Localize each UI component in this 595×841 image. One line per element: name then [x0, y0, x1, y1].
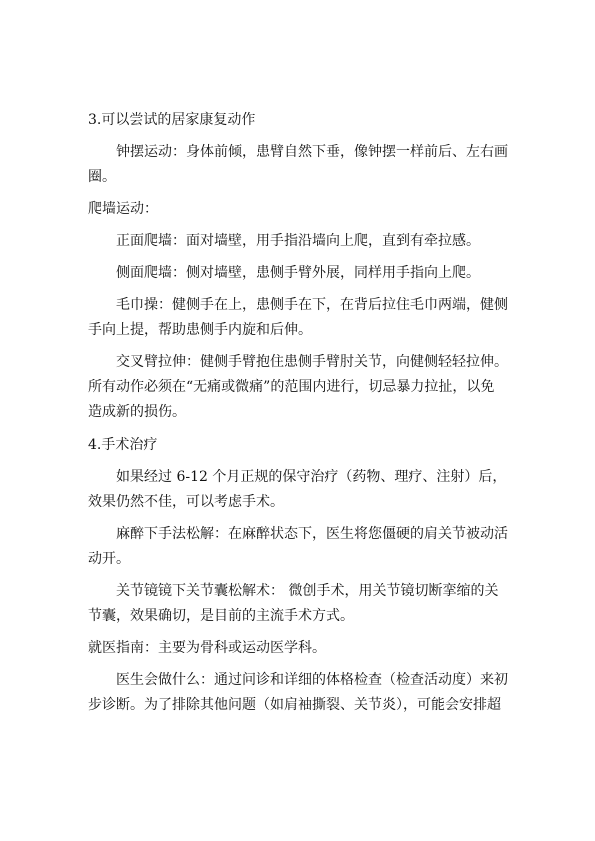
- paragraph-safety-note: 所有动作必须在“无痛或微痛”的范围内进行，切忌暴力拉扯，以免造成新的损伤。: [88, 379, 495, 420]
- paragraph-arthroscopic-release: 关节镜镜下关节囊松解术： 微创手术，用关节镜切断挛缩的关节囊，效果确切，是目前的主流手术方式。: [88, 583, 499, 624]
- paragraph-wall-climb-heading: 爬墙运动：: [88, 201, 158, 217]
- paragraph-cross-arm-stretch: 交叉臂拉伸：健侧手臂抱住患侧手臂肘关节，向健侧轻轻拉伸。: [116, 354, 508, 370]
- document-body: [88, 108, 508, 718]
- paragraph-side-wall-climb: 侧面爬墙：侧对墙壁，患侧手臂外展，同样用手指向上爬。: [116, 265, 480, 281]
- paragraph-doctor-exam: 医生会做什么：通过问诊和详细的体格检查（检查活动度）来初步诊断。为了排除其他问题（如肩袖撕裂、关节炎），可能会安排超: [88, 672, 508, 713]
- section-heading-surgery: 4.手术治疗: [88, 437, 158, 453]
- paragraph-pendulum: 钟摆运动：身体前倾，患臂自然下垂，像钟摆一样前后、左右画圈。: [88, 144, 508, 185]
- paragraph-medical-guide: 就医指南：主要为骨科或运动医学科。: [88, 640, 326, 656]
- paragraph-manipulation: 麻醉下手法松解：在麻醉状态下，医生将您僵硬的肩关节被动活动开。: [88, 526, 508, 567]
- paragraph-towel-exercise: 毛巾操：健侧手在上，患侧手在下，在背后拉住毛巾两端，健侧手向上提，帮助患侧手内旋和后伸。: [88, 297, 508, 338]
- paragraph-front-wall-climb: 正面爬墙：面对墙壁，用手指沿墙向上爬，直到有牵拉感。: [116, 233, 480, 249]
- section-heading-home-rehab: 3.可以尝试的居家康复动作: [88, 112, 256, 128]
- paragraph-surgery-criteria: 如果经过 6-12 个月正规的保守治疗（药物、理疗、注射）后，效果仍然不佳，可以考虑手术。: [88, 469, 507, 510]
